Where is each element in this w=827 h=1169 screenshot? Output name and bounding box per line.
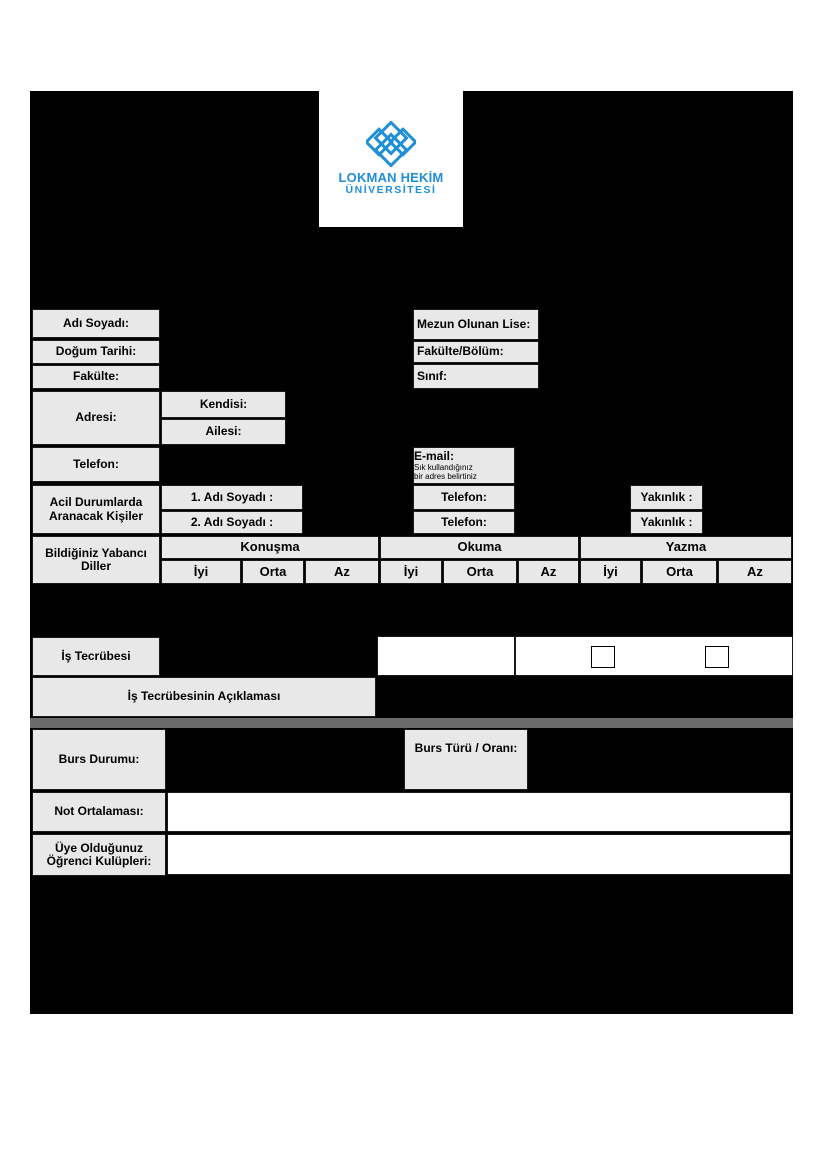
writing-level-good: İyi: [580, 560, 641, 584]
address-label: Adresi:: [32, 391, 160, 445]
name-label: Adı Soyadı:: [32, 309, 160, 338]
emergency-phone-2-label: Telefon:: [413, 511, 515, 534]
highschool-label: Mezun Olunan Lise:: [413, 309, 539, 340]
emergency-phone-1-label: Telefon:: [413, 485, 515, 510]
faculty-label: Fakülte:: [32, 365, 160, 389]
university-logo: [319, 91, 463, 227]
department-label: Fakülte/Bölüm:: [413, 341, 539, 363]
emergency-person-2-label: 2. Adı Soyadı :: [161, 511, 303, 534]
reading-level-good: İyi: [380, 560, 442, 584]
emergency-relation-1-label: Yakınlık :: [630, 485, 703, 510]
speaking-level-low: Az: [305, 560, 379, 584]
speaking-level-medium: Orta: [242, 560, 304, 584]
email-label: E-mail:: [414, 449, 455, 463]
logo-line-1: LOKMAN HEKİM: [338, 170, 444, 185]
email-hint-line-1: Sık kullandığınız: [414, 463, 473, 473]
work-experience-field[interactable]: [377, 636, 515, 676]
university-emblem-icon: [366, 121, 416, 167]
section-divider: [30, 718, 793, 728]
reading-level-medium: Orta: [443, 560, 517, 584]
logo-line-2: ÜNİVERSİTESİ: [345, 184, 437, 196]
languages-label: Bildiğiniz Yabancı Diller: [32, 536, 160, 584]
writing-header: Yazma: [580, 536, 792, 559]
class-label: Sınıf:: [413, 364, 539, 389]
address-family-label: Ailesi:: [161, 419, 286, 445]
scholarship-status-label: Burs Durumu:: [32, 729, 166, 790]
email-hint-line-2: bir adres belirtiniz: [414, 472, 477, 482]
speaking-header: Konuşma: [161, 536, 379, 559]
work-experience-no-checkbox[interactable]: [705, 646, 729, 668]
gpa-field[interactable]: [167, 792, 791, 832]
emergency-relation-2-label: Yakınlık :: [630, 511, 703, 534]
scholarship-type-label: Burs Türü / Oranı:: [404, 729, 528, 790]
clubs-label: Üye Olduğunuz Öğrenci Kulüpleri:: [32, 834, 166, 876]
email-label-box: [413, 447, 515, 484]
gpa-label: Not Ortalaması:: [32, 792, 166, 832]
work-experience-options: [515, 636, 793, 676]
work-experience-yes-checkbox[interactable]: [591, 646, 615, 668]
birth-date-label: Doğum Tarihi:: [32, 340, 160, 364]
clubs-field[interactable]: [167, 834, 791, 875]
writing-level-medium: Orta: [642, 560, 717, 584]
phone-label: Telefon:: [32, 447, 160, 482]
work-description-label: İş Tecrübesinin Açıklaması: [32, 677, 376, 717]
speaking-level-good: İyi: [161, 560, 241, 584]
reading-level-low: Az: [518, 560, 579, 584]
work-experience-label: İş Tecrübesi: [32, 637, 160, 676]
writing-level-low: Az: [718, 560, 792, 584]
reading-header: Okuma: [380, 536, 579, 559]
emergency-contacts-label: Acil Durumlarda Aranacak Kişiler: [32, 485, 160, 534]
address-self-label: Kendisi:: [161, 391, 286, 418]
emergency-person-1-label: 1. Adı Soyadı :: [161, 485, 303, 510]
